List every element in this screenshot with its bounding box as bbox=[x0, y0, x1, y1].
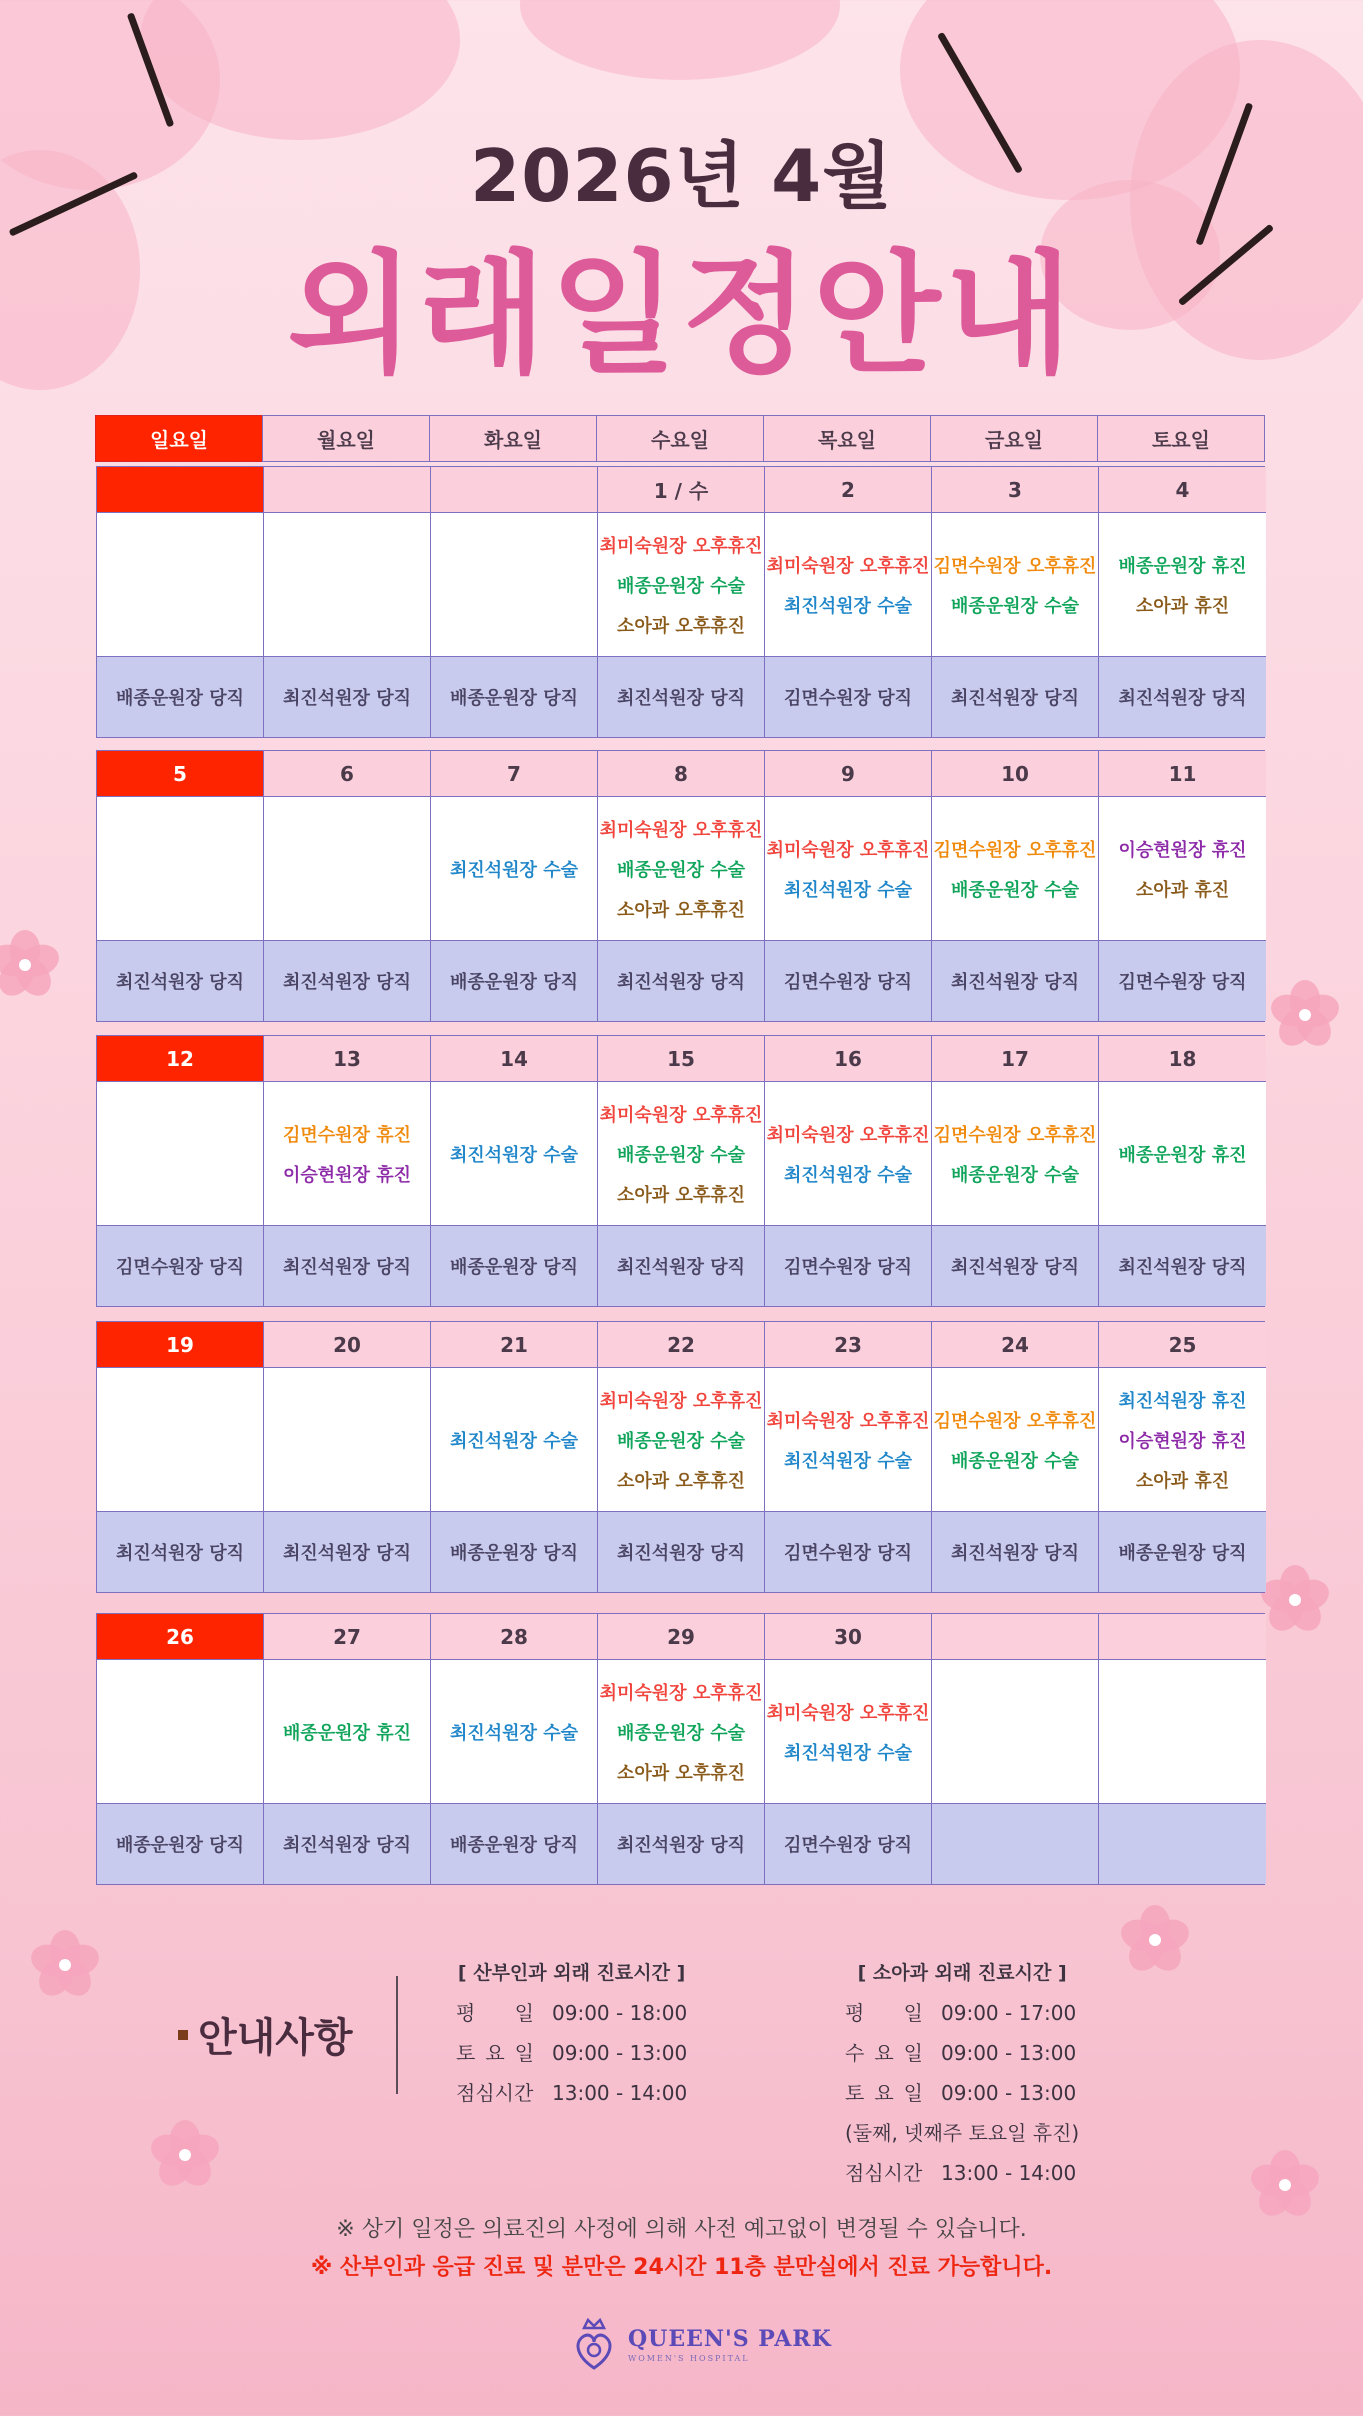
schedule-event: 배종운원장 수술 bbox=[617, 575, 745, 597]
day-events bbox=[97, 513, 264, 657]
hours-label: 평 일 bbox=[845, 2001, 923, 2025]
schedule-event: 최진석원장 수술 bbox=[450, 859, 578, 881]
hours-time: 09:00 - 13:00 bbox=[941, 2041, 1077, 2065]
day-events bbox=[264, 1660, 431, 1804]
day-number: 28 bbox=[431, 1614, 598, 1660]
blossom-icon bbox=[150, 2120, 220, 2190]
day-events bbox=[1099, 797, 1266, 941]
schedule-event: 최미숙원장 오후휴진 bbox=[599, 819, 763, 841]
schedule-event: 최미숙원장 오후휴진 bbox=[599, 1104, 763, 1126]
schedule-event: 소아과 휴진 bbox=[1135, 1470, 1230, 1492]
hours-row bbox=[456, 2033, 687, 2073]
hours-time: 09:00 - 13:00 bbox=[552, 2041, 688, 2065]
pediatrics-hours bbox=[845, 1953, 1079, 2193]
duty-doctor: 최진석원장 당직 bbox=[598, 941, 765, 1021]
hours-label: 점심시간 bbox=[456, 2081, 534, 2105]
day-number: 15 bbox=[598, 1036, 765, 1082]
notice-title-text: 안내사항 bbox=[198, 2015, 353, 2061]
week-events-row bbox=[97, 1368, 1264, 1512]
schedule-event: 소아과 오후휴진 bbox=[617, 615, 745, 637]
day-number: 30 bbox=[765, 1614, 932, 1660]
weekday-monday: 월요일 bbox=[262, 415, 430, 462]
week-duty-row bbox=[97, 657, 1264, 737]
duty-doctor: 최진석원장 당직 bbox=[598, 1804, 765, 1884]
schedule-event: 배종운원장 수술 bbox=[617, 1430, 745, 1452]
day-events bbox=[598, 1082, 765, 1226]
week-events-row bbox=[97, 1660, 1264, 1804]
hours-time: 13:00 - 14:00 bbox=[552, 2081, 688, 2105]
duty-doctor: 배종운원장 당직 bbox=[97, 657, 264, 737]
hours-time: 09:00 - 13:00 bbox=[941, 2081, 1077, 2105]
duty-doctor: 최진석원장 당직 bbox=[598, 1226, 765, 1306]
blossom-icon bbox=[1260, 1565, 1330, 1635]
schedule-event: 이승현원장 휴진 bbox=[1118, 839, 1247, 861]
hospital-logo bbox=[570, 2316, 832, 2372]
duty-doctor: 배종운원장 당직 bbox=[431, 1512, 598, 1592]
schedule-event: 최진석원장 수술 bbox=[784, 1742, 912, 1764]
schedule-event: 김면수원장 오후휴진 bbox=[933, 555, 1097, 577]
blossom-icon bbox=[1120, 1905, 1190, 1975]
duty-doctor: 김면수원장 당직 bbox=[765, 1226, 932, 1306]
duty-doctor: 최진석원장 당직 bbox=[598, 1512, 765, 1592]
hours-label: 토 요 일 bbox=[845, 2081, 923, 2105]
weekday-friday: 금요일 bbox=[930, 415, 1098, 462]
day-events bbox=[765, 1082, 932, 1226]
schedule-event: 배종운원장 휴진 bbox=[1118, 555, 1247, 577]
week-duty-row bbox=[97, 1804, 1264, 1884]
day-number: 18 bbox=[1099, 1036, 1266, 1082]
day-number: 22 bbox=[598, 1322, 765, 1368]
hours-row bbox=[456, 1993, 687, 2033]
logo-text-block bbox=[628, 2326, 832, 2363]
schedule-event: 최미숙원장 오후휴진 bbox=[599, 535, 763, 557]
schedule-event: 최미숙원장 오후휴진 bbox=[766, 1410, 930, 1432]
calendar-week bbox=[96, 1613, 1265, 1885]
day-events bbox=[1099, 513, 1266, 657]
hours-row bbox=[845, 2153, 1079, 2193]
duty-doctor: 김면수원장 당직 bbox=[765, 941, 932, 1021]
duty-doctor bbox=[932, 1804, 1099, 1884]
schedule-event: 소아과 오후휴진 bbox=[617, 1470, 745, 1492]
schedule-event: 소아과 오후휴진 bbox=[617, 899, 745, 921]
duty-doctor: 최진석원장 당직 bbox=[598, 657, 765, 737]
week-date-row bbox=[97, 467, 1264, 513]
day-events bbox=[264, 1368, 431, 1512]
weekday-header bbox=[96, 415, 1265, 462]
schedule-event: 배종운원장 수술 bbox=[951, 879, 1079, 901]
weekday-thursday: 목요일 bbox=[763, 415, 931, 462]
week-duty-row bbox=[97, 1226, 1264, 1306]
weekday-saturday: 토요일 bbox=[1097, 415, 1265, 462]
bullet-icon bbox=[178, 2030, 188, 2040]
schedule-event: 배종운원장 수술 bbox=[617, 1722, 745, 1744]
footer-emergency-note: ※ 산부인과 응급 진료 및 분만은 24시간 11층 분만실에서 진료 가능합니다. bbox=[310, 2255, 1053, 2280]
day-events bbox=[264, 1082, 431, 1226]
duty-doctor: 김면수원장 당직 bbox=[1099, 941, 1266, 1021]
day-number: 12 bbox=[97, 1036, 264, 1082]
day-events bbox=[765, 1660, 932, 1804]
schedule-event: 최진석원장 수술 bbox=[450, 1722, 578, 1744]
hours-row bbox=[845, 2073, 1079, 2113]
day-number: 19 bbox=[97, 1322, 264, 1368]
schedule-event: 배종운원장 휴진 bbox=[1118, 1144, 1247, 1166]
calendar-week bbox=[96, 750, 1265, 1022]
duty-doctor: 배종운원장 당직 bbox=[1099, 1512, 1266, 1592]
day-number: 3 bbox=[932, 467, 1099, 513]
hours-label: 수 요 일 bbox=[845, 2041, 923, 2065]
day-number: 26 bbox=[97, 1614, 264, 1660]
schedule-event: 최진석원장 수술 bbox=[784, 595, 912, 617]
schedule-event: 배종운원장 수술 bbox=[951, 1164, 1079, 1186]
day-events bbox=[431, 797, 598, 941]
duty-doctor: 최진석원장 당직 bbox=[932, 1512, 1099, 1592]
hours-row bbox=[456, 2073, 687, 2113]
schedule-event: 소아과 오후휴진 bbox=[617, 1762, 745, 1784]
schedule-event: 최미숙원장 오후휴진 bbox=[766, 839, 930, 861]
schedule-event: 배종운원장 수술 bbox=[951, 595, 1079, 617]
day-events bbox=[932, 1368, 1099, 1512]
schedule-event: 배종운원장 수술 bbox=[617, 1144, 745, 1166]
duty-doctor: 최진석원장 당직 bbox=[264, 941, 431, 1021]
schedule-event: 김면수원장 오후휴진 bbox=[933, 1124, 1097, 1146]
day-events bbox=[97, 1082, 264, 1226]
schedule-event: 이승현원장 휴진 bbox=[283, 1164, 411, 1186]
day-events bbox=[431, 1082, 598, 1226]
day-events bbox=[1099, 1660, 1266, 1804]
day-number: 17 bbox=[932, 1036, 1099, 1082]
duty-doctor: 최진석원장 당직 bbox=[264, 1512, 431, 1592]
day-events bbox=[431, 513, 598, 657]
day-events bbox=[598, 1660, 765, 1804]
duty-doctor: 배종운원장 당직 bbox=[431, 1804, 598, 1884]
duty-doctor: 최진석원장 당직 bbox=[264, 1226, 431, 1306]
schedule-event: 최진석원장 수술 bbox=[450, 1144, 578, 1166]
day-events bbox=[1099, 1368, 1266, 1512]
calendar-week bbox=[96, 1035, 1265, 1307]
blossom-icon bbox=[30, 1930, 100, 2000]
calendar-week bbox=[96, 466, 1265, 738]
schedule-event: 최미숙원장 오후휴진 bbox=[599, 1682, 763, 1704]
day-number: 9 bbox=[765, 751, 932, 797]
day-number: 7 bbox=[431, 751, 598, 797]
duty-doctor: 배종운원장 당직 bbox=[431, 941, 598, 1021]
hours-row bbox=[845, 1993, 1079, 2033]
duty-doctor bbox=[1099, 1804, 1266, 1884]
schedule-event: 최진석원장 수술 bbox=[784, 879, 912, 901]
schedule-event: 김면수원장 오후휴진 bbox=[933, 839, 1097, 861]
blossom-icon bbox=[0, 930, 60, 1000]
schedule-event: 배종운원장 수술 bbox=[617, 859, 745, 881]
blossom-icon bbox=[1270, 980, 1340, 1050]
week-date-row bbox=[97, 1614, 1264, 1660]
title-year-month: 2026년 4월 bbox=[470, 134, 893, 218]
duty-doctor: 최진석원장 당직 bbox=[97, 941, 264, 1021]
day-number: 11 bbox=[1099, 751, 1266, 797]
schedule-event: 김면수원장 휴진 bbox=[283, 1124, 411, 1146]
schedule-event: 최진석원장 휴진 bbox=[1118, 1390, 1247, 1412]
day-events bbox=[264, 513, 431, 657]
schedule-event: 최진석원장 수술 bbox=[784, 1450, 912, 1472]
blossom-icon bbox=[1250, 2150, 1320, 2220]
day-events bbox=[598, 1368, 765, 1512]
schedule-event: 소아과 휴진 bbox=[1135, 879, 1230, 901]
schedule-event: 배종운원장 휴진 bbox=[283, 1722, 411, 1744]
day-number: 21 bbox=[431, 1322, 598, 1368]
day-events bbox=[97, 797, 264, 941]
day-number: 16 bbox=[765, 1036, 932, 1082]
duty-doctor: 최진석원장 당직 bbox=[1099, 657, 1266, 737]
schedule-event: 최진석원장 수술 bbox=[784, 1164, 912, 1186]
hours-note: (둘째, 넷째주 토요일 휴진) bbox=[845, 2121, 1080, 2145]
day-number: 6 bbox=[264, 751, 431, 797]
schedule-event: 최미숙원장 오후휴진 bbox=[766, 555, 930, 577]
schedule-event: 이승현원장 휴진 bbox=[1118, 1430, 1247, 1452]
week-events-row bbox=[97, 513, 1264, 657]
schedule-event: 최진석원장 수술 bbox=[450, 1430, 578, 1452]
hours-time: 13:00 - 14:00 bbox=[941, 2161, 1077, 2185]
day-events bbox=[765, 513, 932, 657]
schedule-event: 소아과 휴진 bbox=[1135, 595, 1230, 617]
queen-crown-icon bbox=[570, 2316, 618, 2372]
page-title: 외래일정안내 bbox=[286, 238, 1077, 392]
notice-title bbox=[178, 2006, 353, 2063]
schedule-event: 최미숙원장 오후휴진 bbox=[599, 1390, 763, 1412]
duty-doctor: 최진석원장 당직 bbox=[97, 1512, 264, 1592]
day-number: 23 bbox=[765, 1322, 932, 1368]
pediatrics-heading: [ 소아과 외래 진료시간 ] bbox=[857, 1962, 1067, 1984]
day-events bbox=[932, 1082, 1099, 1226]
hours-label: 점심시간 bbox=[845, 2161, 923, 2185]
duty-doctor: 배종운원장 당직 bbox=[431, 1226, 598, 1306]
week-events-row bbox=[97, 1082, 1264, 1226]
schedule-event: 소아과 오후휴진 bbox=[617, 1184, 745, 1206]
logo-name: QUEEN'S PARK bbox=[628, 2325, 832, 2352]
day-events bbox=[431, 1660, 598, 1804]
day-events bbox=[431, 1368, 598, 1512]
weekday-sunday: 일요일 bbox=[95, 415, 263, 462]
weekday-wednesday: 수요일 bbox=[596, 415, 764, 462]
calendar-week bbox=[96, 1321, 1265, 1593]
day-number: 27 bbox=[264, 1614, 431, 1660]
duty-doctor: 김면수원장 당직 bbox=[765, 1512, 932, 1592]
hours-row bbox=[845, 2033, 1079, 2073]
duty-doctor: 배종운원장 당직 bbox=[97, 1804, 264, 1884]
week-duty-row bbox=[97, 941, 1264, 1021]
day-number: 14 bbox=[431, 1036, 598, 1082]
day-events bbox=[264, 797, 431, 941]
schedule-event: 최미숙원장 오후휴진 bbox=[766, 1124, 930, 1146]
duty-doctor: 최진석원장 당직 bbox=[932, 941, 1099, 1021]
schedule-event: 김면수원장 오후휴진 bbox=[933, 1410, 1097, 1432]
day-number: 13 bbox=[264, 1036, 431, 1082]
schedule-event: 배종운원장 수술 bbox=[951, 1450, 1079, 1472]
week-events-row bbox=[97, 797, 1264, 941]
duty-doctor: 최진석원장 당직 bbox=[932, 657, 1099, 737]
day-number: 2 bbox=[765, 467, 932, 513]
weekday-tuesday: 화요일 bbox=[429, 415, 597, 462]
day-events bbox=[932, 513, 1099, 657]
duty-doctor: 김면수원장 당직 bbox=[765, 1804, 932, 1884]
day-number bbox=[97, 467, 264, 513]
day-number: 29 bbox=[598, 1614, 765, 1660]
day-number: 25 bbox=[1099, 1322, 1266, 1368]
obgyn-hours bbox=[456, 1953, 687, 2113]
day-number: 5 bbox=[97, 751, 264, 797]
day-events bbox=[932, 797, 1099, 941]
day-events bbox=[97, 1368, 264, 1512]
day-number: 10 bbox=[932, 751, 1099, 797]
duty-doctor: 배종운원장 당직 bbox=[431, 657, 598, 737]
week-duty-row bbox=[97, 1512, 1264, 1592]
day-number: 24 bbox=[932, 1322, 1099, 1368]
logo-subtitle: WOMEN'S HOSPITAL bbox=[628, 2353, 750, 2363]
duty-doctor: 최진석원장 당직 bbox=[264, 1804, 431, 1884]
duty-doctor: 최진석원장 당직 bbox=[932, 1226, 1099, 1306]
week-date-row bbox=[97, 751, 1264, 797]
divider bbox=[396, 1976, 398, 2094]
day-events bbox=[598, 797, 765, 941]
day-events bbox=[765, 797, 932, 941]
day-events bbox=[765, 1368, 932, 1512]
day-events bbox=[932, 1660, 1099, 1804]
duty-doctor: 김면수원장 당직 bbox=[765, 657, 932, 737]
day-events bbox=[97, 1660, 264, 1804]
day-number: 4 bbox=[1099, 467, 1266, 513]
duty-doctor: 김면수원장 당직 bbox=[97, 1226, 264, 1306]
schedule-event: 최미숙원장 오후휴진 bbox=[766, 1702, 930, 1724]
hours-label: 토 요 일 bbox=[456, 2041, 534, 2065]
footer-note: ※ 상기 일정은 의료진의 사정에 의해 사전 예고없이 변경될 수 있습니다. bbox=[336, 2217, 1027, 2242]
duty-doctor: 최진석원장 당직 bbox=[1099, 1226, 1266, 1306]
week-date-row bbox=[97, 1036, 1264, 1082]
day-number: 1 / 수 bbox=[598, 467, 765, 513]
day-number: 20 bbox=[264, 1322, 431, 1368]
day-number bbox=[1099, 1614, 1266, 1660]
day-number bbox=[932, 1614, 1099, 1660]
hours-time: 09:00 - 18:00 bbox=[552, 2001, 688, 2025]
hours-time: 09:00 - 17:00 bbox=[941, 2001, 1077, 2025]
day-events bbox=[598, 513, 765, 657]
hours-label: 평 일 bbox=[456, 2001, 534, 2025]
day-number bbox=[431, 467, 598, 513]
duty-doctor: 최진석원장 당직 bbox=[264, 657, 431, 737]
day-number: 8 bbox=[598, 751, 765, 797]
obgyn-heading: [ 산부인과 외래 진료시간 ] bbox=[457, 1962, 686, 1984]
day-number bbox=[264, 467, 431, 513]
day-events bbox=[1099, 1082, 1266, 1226]
week-date-row bbox=[97, 1322, 1264, 1368]
